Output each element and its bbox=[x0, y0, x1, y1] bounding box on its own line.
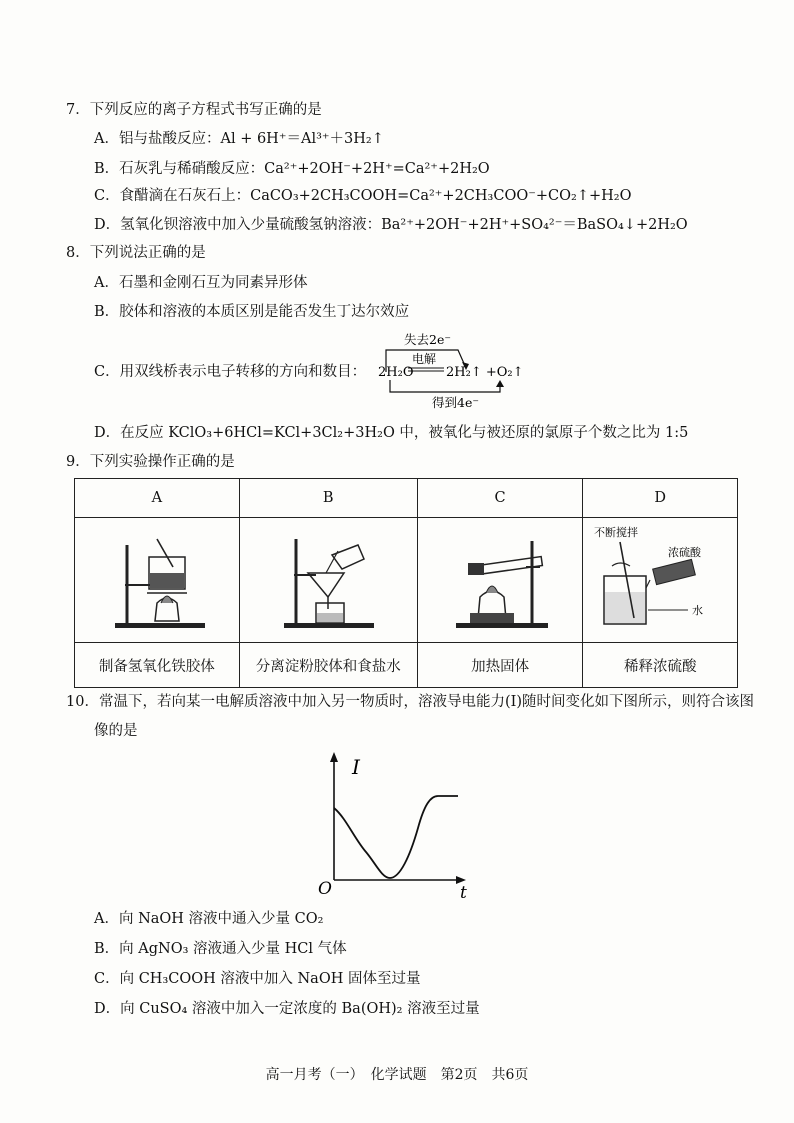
q8-option-c: C．用双线桥表示电子转移的方向和数目： bbox=[94, 364, 367, 380]
bridge-bottom-arrowhead bbox=[496, 380, 504, 387]
caption-d: 稀释浓硫酸 bbox=[583, 643, 738, 688]
label-conc-acid: 浓硫酸 bbox=[668, 546, 702, 559]
q7-option-d: D．氢氧化钡溶液中加入少量硫酸氢钠溶液：Ba²⁺+2OH⁻+2H⁺+SO₄²⁻＝BaSO₄↓+2H₂O bbox=[94, 217, 688, 233]
q10-option-b: B．向 AgNO₃ 溶液通入少量 HCl 气体 bbox=[94, 941, 347, 957]
header-d: D bbox=[583, 479, 738, 518]
q10-option-c: C．向 CH₃COOH 溶液中加入 NaOH 固体至过量 bbox=[94, 971, 421, 987]
q7-option-b: B．石灰乳与稀硝酸反应：Ca²⁺+2OH⁻+2H⁺=Ca²⁺+2H₂O bbox=[94, 161, 490, 177]
q7-stem: 7．下列反应的离子方程式书写正确的是 bbox=[66, 102, 322, 118]
q10-stem-line1: 10．常温下，若向某一电解质溶液中加入另一物质时，溶液导电能力(I)随时间变化如下图所示，则符合该图 bbox=[66, 694, 754, 710]
q7-option-c: C．食醋滴在石灰石上：CaCO₃+2CH₃COOH=Ca²⁺+2CH₃COO⁻+CO₂↑+H₂O bbox=[94, 188, 632, 204]
apparatus-a-cell bbox=[75, 518, 240, 643]
apparatus-c-cell bbox=[417, 518, 583, 643]
apparatus-a-drawing bbox=[97, 523, 217, 633]
bridge-bottom-label: 得到4e⁻ bbox=[432, 395, 479, 410]
bridge-products: 2H₂↑ +O₂↑ bbox=[446, 365, 524, 380]
conductivity-graph bbox=[310, 748, 480, 908]
q8-option-a: A．石墨和金刚石互为同素异形体 bbox=[94, 275, 308, 291]
q9-stem: 9．下列实验操作正确的是 bbox=[66, 454, 235, 470]
q8-stem: 8．下列说法正确的是 bbox=[66, 245, 206, 261]
bridge-condition: 电解 bbox=[412, 352, 437, 366]
header-c: C bbox=[417, 479, 583, 518]
bridge-bottom-line bbox=[390, 380, 500, 392]
apparatus-d-drawing bbox=[590, 522, 730, 634]
header-b: B bbox=[239, 479, 417, 518]
q8-option-d: D．在反应 KClO₃+6HCl=KCl+3Cl₂+3H₂O 中，被氧化与被还原的氯原子个数之比为 1:5 bbox=[94, 425, 689, 441]
experiment-table bbox=[74, 478, 738, 688]
label-water: 水 bbox=[692, 604, 704, 617]
q10-option-a: A．向 NaOH 溶液中通入少量 CO₂ bbox=[94, 911, 324, 927]
q10-stem-line2: 像的是 bbox=[94, 723, 138, 739]
apparatus-b-cell bbox=[239, 518, 417, 643]
origin-label: O bbox=[318, 879, 332, 899]
y-axis-arrow bbox=[330, 752, 338, 762]
q7-option-a: A．铝与盐酸反应：Al + 6H⁺＝Al³⁺＋3H₂↑ bbox=[94, 131, 384, 147]
label-stir: 不断搅拌 bbox=[594, 526, 639, 539]
caption-c: 加热固体 bbox=[417, 643, 583, 688]
apparatus-c-drawing bbox=[440, 523, 560, 633]
apparatus-b-drawing bbox=[268, 523, 388, 633]
x-axis-label: t bbox=[460, 883, 467, 903]
page-footer: 高一月考（一） 化学试题 第2页 共6页 bbox=[265, 1067, 529, 1083]
caption-a: 制备氢氧化铁胶体 bbox=[75, 643, 240, 688]
q8-option-b: B．胶体和溶液的本质区别是能否发生丁达尔效应 bbox=[94, 304, 410, 320]
caption-b: 分离淀粉胶体和食盐水 bbox=[239, 643, 417, 688]
q10-option-d: D．向 CuSO₄ 溶液中加入一定浓度的 Ba(OH)₂ 溶液至过量 bbox=[94, 1001, 480, 1017]
double-bridge-diagram bbox=[372, 330, 542, 410]
y-axis-label: I bbox=[352, 755, 360, 779]
conductivity-curve bbox=[334, 796, 458, 878]
apparatus-d-cell bbox=[583, 518, 738, 643]
header-a: A bbox=[75, 479, 240, 518]
bridge-reactant: 2H₂O bbox=[378, 365, 414, 380]
bridge-top-label: 失去2e⁻ bbox=[404, 332, 451, 347]
